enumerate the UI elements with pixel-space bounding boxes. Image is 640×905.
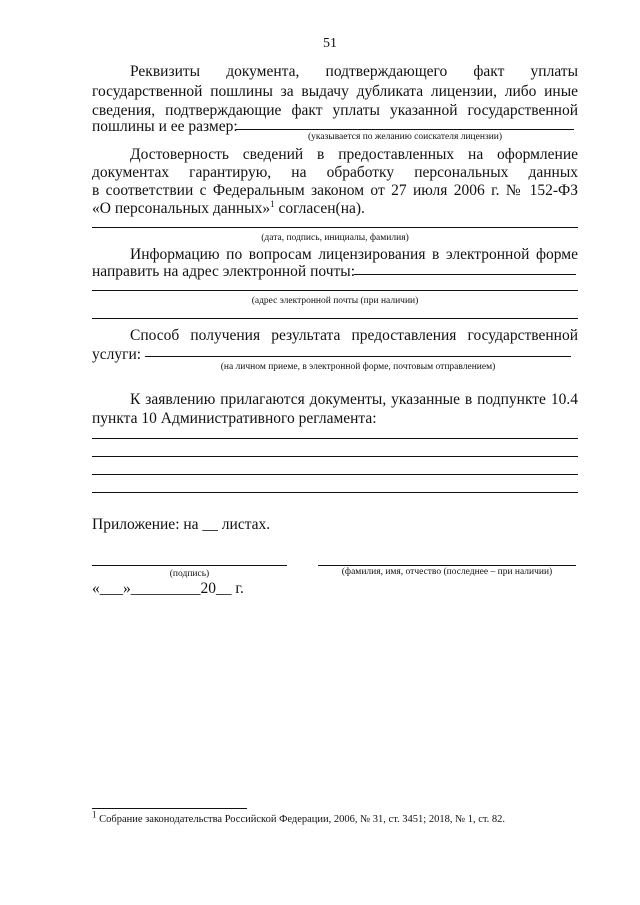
payment-line-1: Реквизиты документа, подтверждающего факт уплаты bbox=[130, 63, 578, 80]
payment-caption: (указывается по желанию соискателя лицензии) bbox=[307, 132, 503, 142]
email-fill-line[interactable] bbox=[354, 274, 576, 275]
footnote-separator bbox=[92, 808, 247, 809]
consent-caption: (дата, подпись, инициалы, фамилия) bbox=[261, 233, 409, 243]
attachments-line-1: К заявлению прилагаются документы, указанные в подпункте 10.4 bbox=[130, 391, 578, 408]
consent-signature-line[interactable] bbox=[92, 227, 578, 228]
method-fill-line[interactable] bbox=[145, 356, 571, 357]
email-line-1: Информацию по вопросам лицензирования в электронной форме bbox=[130, 246, 578, 263]
date-line: «___»_________20__ г. bbox=[92, 580, 244, 597]
method-line-2: услуги: bbox=[92, 346, 142, 363]
method-line-1: Способ получения результата предоставления государственной bbox=[130, 327, 578, 344]
consent-agree: согласен(на). bbox=[274, 200, 365, 217]
consent-line-4 bbox=[92, 199, 365, 219]
consent-line-1: Достоверность сведений в предоставленных на оформление bbox=[130, 146, 578, 163]
consent-line-2: документах гарантирую, на обработку персональных данных bbox=[92, 164, 578, 181]
payment-fill-line[interactable] bbox=[236, 129, 574, 130]
consent-line-3: в соответствии с Федеральным законом от 27 июля 2006 г. № 152-ФЗ bbox=[92, 182, 578, 199]
signature-caption: (подпись) bbox=[169, 569, 210, 579]
email-caption: (адрес электронной почты (при наличии) bbox=[251, 296, 419, 306]
email-fill-line-2[interactable] bbox=[92, 290, 578, 291]
method-caption: (на личном приеме, в электронной форме, почтовым отправлением) bbox=[220, 362, 496, 372]
page-number: 51 bbox=[323, 36, 337, 51]
payment-line-2: государственной пошлины за выдачу дубликата лицензии, либо иные bbox=[92, 83, 578, 100]
payment-line-4: пошлины и ее размер: bbox=[92, 118, 238, 135]
footnote bbox=[92, 809, 506, 827]
signature-line[interactable] bbox=[92, 565, 287, 566]
attachments-line-2: пункта 10 Административного регламента: bbox=[92, 410, 377, 427]
consent-law-name: «О персональных данных» bbox=[92, 200, 271, 217]
payment-line-3: сведения, подтверждающие факт уплаты указанной государственной bbox=[92, 102, 578, 119]
attachments-fill-line-2[interactable] bbox=[92, 456, 578, 457]
email-line-2: направить на адрес электронной почты: bbox=[92, 263, 356, 280]
email-fill-line-3[interactable] bbox=[92, 318, 578, 319]
attachments-fill-line-4[interactable] bbox=[92, 492, 578, 493]
footnote-text: Собрание законодательства Российской Федерации, 2006, № 31, ст. 3451; 2018, № 1, ст. 82. bbox=[96, 814, 506, 825]
attachments-fill-line-3[interactable] bbox=[92, 474, 578, 475]
attachments-fill-line-1[interactable] bbox=[92, 438, 578, 439]
full-name-caption: (фамилия, имя, отчество (последнее – при наличии) bbox=[341, 567, 553, 577]
appendix-text: Приложение: на __ листах. bbox=[92, 516, 271, 533]
footnote-ref: 1 bbox=[270, 198, 275, 209]
footnote-mark: 1 bbox=[92, 809, 97, 820]
